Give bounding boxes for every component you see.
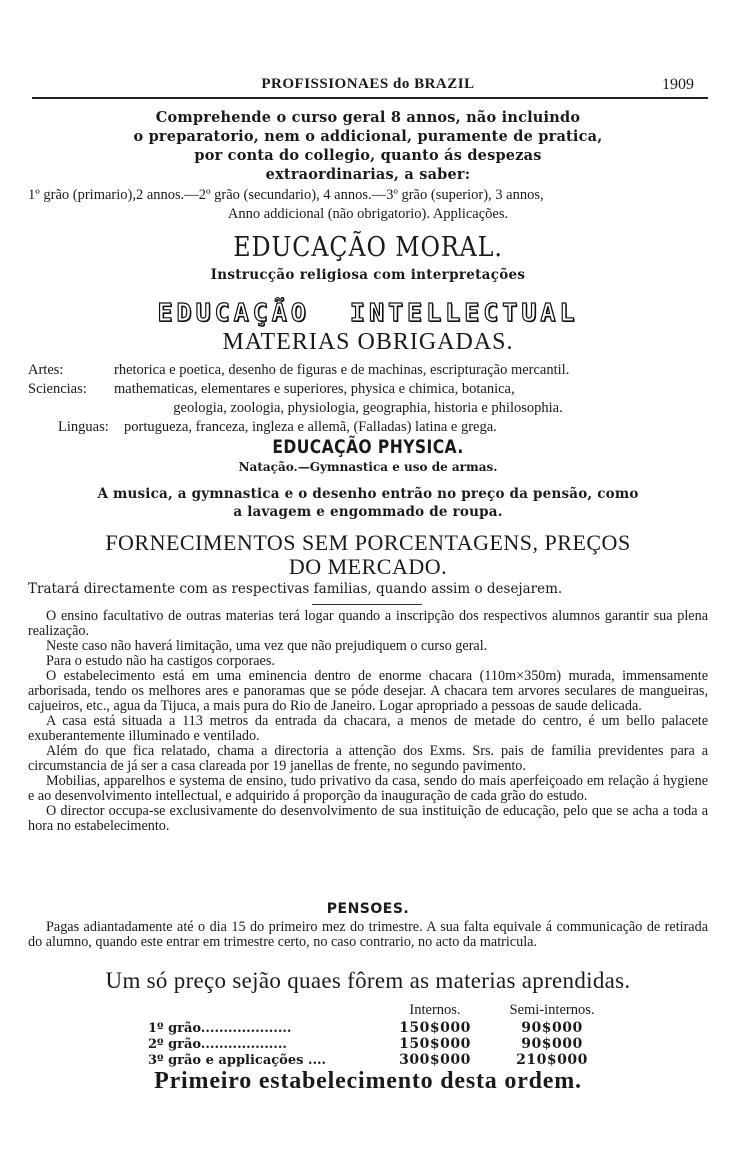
semi-internos-price: 210$000 [516,1052,588,1068]
internos-price: 300$000 [399,1052,471,1068]
intro-line-4: extraordinarias, a saber: [265,166,471,183]
materia-label: Linguas: [58,419,109,435]
materia-text: rhetorica e poetica, desenho de figuras e de machinas, escripturação mercantil. [114,362,570,378]
paragraph: Para o estudo não ha castigos corporaes. [46,653,275,669]
primeiro-estabelecimento: Primeiro estabelecimento desta ordem. [154,1068,582,1094]
grades-block [28,186,708,224]
internos-price: 150$000 [399,1036,471,1052]
prices-table [148,1000,610,1068]
musica-line-2: a lavagem e engommado de roupa. [233,504,503,520]
materia-linguas [28,418,708,437]
header-semi-internos: Semi-internos. [509,1001,595,1018]
fornecimentos-line-2: DO MERCADO. [288,554,448,579]
paragraph: Mobilias, apparelhos e systema de ensino, tudo privativo da casa, sendo do mais aperfeiçoado em relação á hygiene e ao desenvolvimento intellectual, e adquirido á proporção da inauguração de cada grão do estudo. [28,773,708,804]
pensoes-title: PENSOES. [326,901,410,917]
tratara-line: Tratará directamente com as respectivas familias, quando assim o desejarem. [28,581,563,597]
materia-label: Sciencias: [28,381,87,397]
paragraph: Além do que fica relatado, chama a directoria a attenção dos Exms. Srs. pais de familia previdentes para a circumstancia de já ser a casa clareada por 19 janellas de frente, no segundo pavimento. [28,743,708,774]
intro-line-3: por conta do collegio, quanto ás despezas [194,147,542,164]
materias-title: MATERIAS OBRIGADAS. [222,329,514,355]
page-number: 1909 [662,76,694,93]
fornecimentos-line-1: FORNECIMENTOS SEM PORCENTAGENS, PREÇOS [105,530,631,555]
grade-label: 3º grão e applicações .... [148,1052,327,1068]
grades-line-2: Anno addicional (não obrigatorio). Applicações. [227,206,509,222]
um-so-preco: Um só preço sejão quaes fôrem as materias aprendidas. [105,968,631,993]
paragraph: Neste caso não haverá limitação, uma vez que não prejudiquem o curso geral. [46,638,488,654]
header-internos: Internos. [409,1001,461,1018]
musica-block [28,485,708,521]
internos-price: 150$000 [399,1020,471,1036]
running-header [30,76,706,98]
materia-text: geologia, zoologia, physiologia, geographia, historia e philosophia. [173,400,563,416]
paragraph: O estabelecimento está em uma eminencia dentro de enorme chacara (110m×350m) murada, immensamente arborisada, tendo os melhores ares e panoramas que se póde desejar. A chacara tem arvores seculares de mangueiras, cajueiros, etc., agua da Tijuca, a mais pura do Rio de Janeiro. Logar apropriado a pessoas de saude delicada. [28,668,708,714]
intro-line-2: o preparatorio, nem o addicional, puramente de pratica, [133,128,603,145]
table-row [148,1052,610,1068]
intellectual-word-1: EDUCAÇÃO [157,298,310,327]
grades-line-1: 1º grão (primario),2 annos.—2º grão (secundario), 4 annos.—3º grão (superior), 3 annos, [28,187,544,203]
materia-text: portugueza, franceza, ingleza e allemã, (Falladas) latina e grega. [124,419,497,435]
header-rule [32,97,708,99]
table-row [148,1020,610,1036]
moral-subtitle: Instrucção religiosa com interpretações [210,267,526,283]
moral-section [28,232,708,283]
paragraph: O ensino facultativo de outras materias terá logar quando a inscripção dos respectivos alumnos garantir sua plena realização. [28,608,708,639]
physica-section [28,436,708,474]
section-divider [312,604,422,605]
materia-sciencias-cont [28,399,708,418]
intellectual-section [28,298,708,356]
grade-label: 2º grão................... [148,1036,287,1052]
paragraph: O director occupa-se exclusivamente do desenvolvimento de sua instituição de educação, pelo que se acha a toda a hora no estabelecimento. [28,803,708,834]
table-row [148,1036,610,1052]
intellectual-title [28,298,708,327]
moral-title: EDUCAÇÃO MORAL. [233,232,503,263]
materias-list [28,361,708,437]
grade-label: 1º grão.................... [148,1020,292,1036]
intro-line-1: Comprehende o curso geral 8 annos, não incluindo [155,109,581,126]
pensoes-text-block [28,920,708,950]
intro-block [28,108,708,184]
physica-title: EDUCAÇÃO PHYSICA. [272,436,464,458]
paragraph: A casa está situada a 113 metros da entrada da chacara, a menos de metade do centro, é um bello palacete exuberantemente illuminado e ventilado. [28,713,708,744]
intellectual-word-2: INTELLECTUAL [349,298,579,327]
running-title: PROFISSIONAES do BRAZIL [261,76,475,92]
pensoes-text: Pagas adiantadamente até o dia 15 do primeiro mez do trimestre. A sua falta equivale á communicação de retirada do alumno, quando este entrar em trimestre certo, no caso contrario, no acto da matricula. [28,919,708,950]
materia-label: Artes: [28,362,64,378]
materia-sciencias [28,380,708,399]
fornecimentos-heading [28,531,708,579]
semi-internos-price: 90$000 [521,1036,583,1052]
physica-subtitle: Natação.—Gymnastica e uso de armas. [238,460,498,474]
prices-header-row [148,1000,610,1020]
materia-text: mathematicas, elementares e superiores, physica e chimica, botanica, [114,381,515,397]
musica-line-1: A musica, a gymnastica e o desenho entrão no preço da pensão, como [97,486,639,502]
body-paragraphs [28,609,708,834]
materia-artes [28,361,708,380]
semi-internos-price: 90$000 [521,1020,583,1036]
